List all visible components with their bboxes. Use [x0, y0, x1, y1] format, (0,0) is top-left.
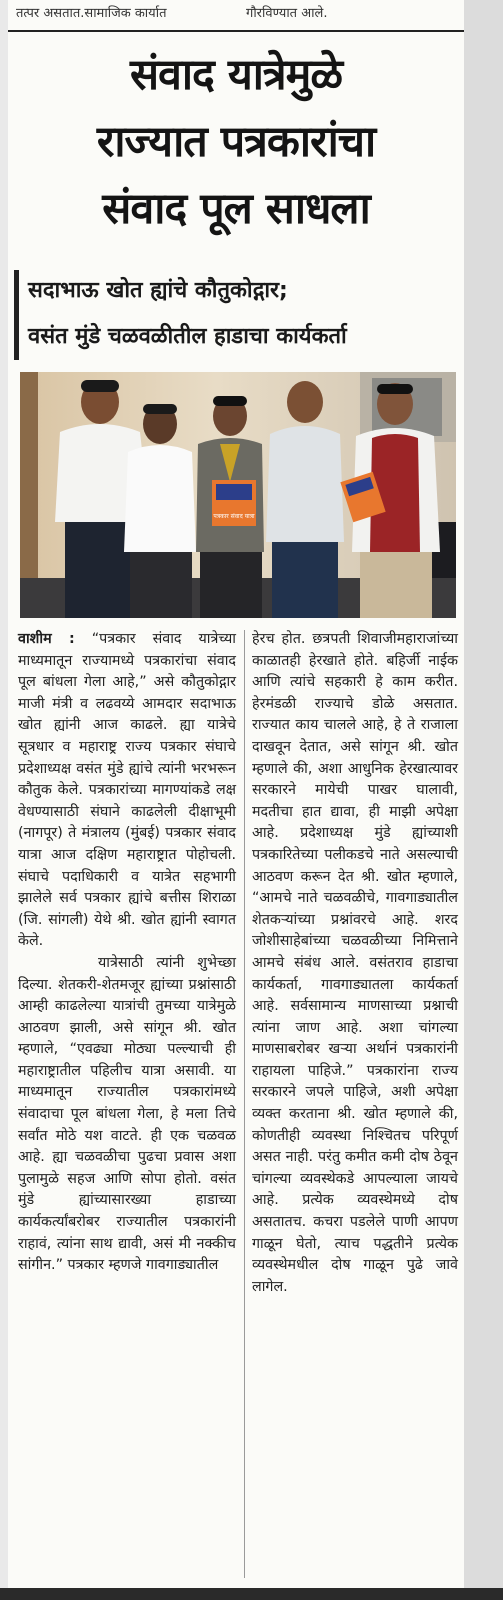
subheadline-line-2: वसंत मुंडे चळवळीतील हाडाचा कार्यकर्ता	[28, 324, 347, 349]
snippet-right-text: गौरविण्यात आले.	[246, 6, 328, 21]
column-divider	[244, 630, 245, 1578]
article-paragraph-1-text: “पत्रकार संवाद यात्रेच्या माध्यमातून राज्यामध्ये पत्रकारांचा संवाद पूल बांधला गेला आहे,” असे कौतुकोद्गार माजी मंत्री व लढवय्ये आमदार सदाभाऊ खोत ह्यांनी आज काढले. ह्या यात्रेचे सूत्रधार व महाराष्ट्र राज्य पत्रकार संघाचे प्रदेशाध्यक्ष वसंत मुंडे ह्यांचे त्यांनी भरभरून कौतुक केले. पत्रकारांच्या मागण्यांकडे लक्ष वेधण्यासाठी संघाने काढलेली दीक्षाभूमी (नागपूर) ते मंत्रालय (मुंबई) पत्रकार संवाद यात्रा आज दक्षिण महाराष्ट्रात पोहोचली. संघाचे पदाधिकारी व यात्रेत सहभागी झालेले सर्व पत्रकार ह्यांचे बत्तीस शिराळा (जि. सांगली) येथे श्री. खोत ह्यांनी स्वागत केले.	[18, 631, 236, 950]
subheadline-line-1: सदाभाऊ खोत ह्यांचे कौतुकोद्गार;	[28, 278, 288, 303]
headline-line-3: संवाद पूल साधला	[102, 184, 370, 234]
article-paragraph-1	[18, 629, 236, 953]
headline-line-1: संवाद यात्रेमुळे	[129, 50, 343, 100]
previous-article-snippet	[8, 0, 464, 28]
headline	[8, 42, 464, 243]
news-photo	[20, 372, 456, 618]
top-divider	[8, 30, 464, 32]
article-column-right	[252, 629, 458, 1298]
article-paragraph-2: यात्रेसाठी त्यांनी शुभेच्छा दिल्या. शेतकरी-शेतमजूर ह्यांच्या प्रश्नांसाठी आम्ही काढलेल्या यात्रांची तुमच्या यात्रेमुळे आठवण झाली, असे सांगून श्री. खोत म्हणाले, “एवढ्या मोठ्या पल्ल्याची ही महाराष्ट्रातील पहिलीच यात्रा असावी. या माध्यमातून राज्यातील पत्रकारांमध्ये संवादाचा पूल बांधला गेला, हे मला तिचे सर्वांत मोठे यश वाटते. ही एक चळवळ आहे. ह्या चळवळीचा पुढचा प्रवास अशा पुलामुळे सहज आणि सोपा होतो. वसंत मुंडे ह्यांच्यासारख्या हाडाच्या कार्यकर्त्यांबरोबर राज्यातील पत्रकारांनी राहावं, त्यांना साथ द्यावी, असं मी नक्कीच सांगीन.” पत्रकार म्हणजे गावगाड्यातील	[18, 954, 236, 1274]
bottom-border	[0, 1588, 503, 1600]
snippet-left-text: तत्पर असतात.सामाजिक कार्यात	[16, 6, 167, 21]
photo-illustration	[20, 372, 456, 618]
booklet-caption: पत्रकार संवाद यात्रा	[213, 513, 255, 520]
article-column-left	[18, 629, 236, 1277]
dateline: वाशीम :	[18, 631, 75, 647]
subheadline	[28, 268, 458, 360]
newspaper-clipping	[8, 0, 464, 1588]
headline-line-2: राज्यात पत्रकारांचा	[96, 117, 376, 167]
article-paragraph-3: हेरच होत. छत्रपती शिवाजीमहाराजांच्या काळातही हेरखाते होते. बहिर्जी नाईक आणि त्यांचे सहकारी हे काम करीत. हेरमंडळी राज्याचे डोळे असतात. राज्यात काय चालले आहे, हे ते राजाला दाखवून देतात, असे सांगून श्री. खोत म्हणाले की, अशा आधुनिक हेरखात्यावर सरकारने मायेची पाखर घालावी, मदतीचा हात द्यावा, ही माझी अपेक्षा आहे. प्रदेशाध्यक्ष मुंडे ह्यांच्याशी पत्रकारितेच्या पलीकडचे नाते असल्याची आठवण करून देत श्री. खोत म्हणाले, “आमचे नाते चळवळीचे, गावगाड्यातील शेतकऱ्यांच्या प्रश्नांवरचे आहे. शरद जोशीसाहेबांच्या चळवळीच्या निमित्ताने आमचे संबंध आले. वसंतराव हाडाचा कार्यकर्ता, गावगाड्यातला कार्यकर्ता आहे. सर्वसामान्य माणसाच्या प्रश्नाची त्यांना जाण आहे. अशा चांगल्या माणसाबरोबर खऱ्या अर्थानं पत्रकारांनी राहायला पाहिजे.” पत्रकारांना राज्य सरकारने जपले पाहिजे, अशी अपेक्षा व्यक्त करताना श्री. खोत म्हणाले की, कोणतीही व्यवस्था निश्चितच परिपूर्ण असत नाही. परंतु कमीत कमी दोष ठेवून चांगल्या व्यवस्थेकडे आपल्याला जायचे आहे. प्रत्येक व्यवस्थेमध्ये दोष असतातच. कचरा पडलेले पाणी आपण गाळून घेतो, त्याच पद्धतीने प्रत्येक व्यवस्थेमधील दोष गाळून पुढे जावे लागेल.	[252, 631, 458, 1295]
subheadline-accent-bar	[14, 270, 19, 360]
right-margin	[464, 0, 503, 1600]
